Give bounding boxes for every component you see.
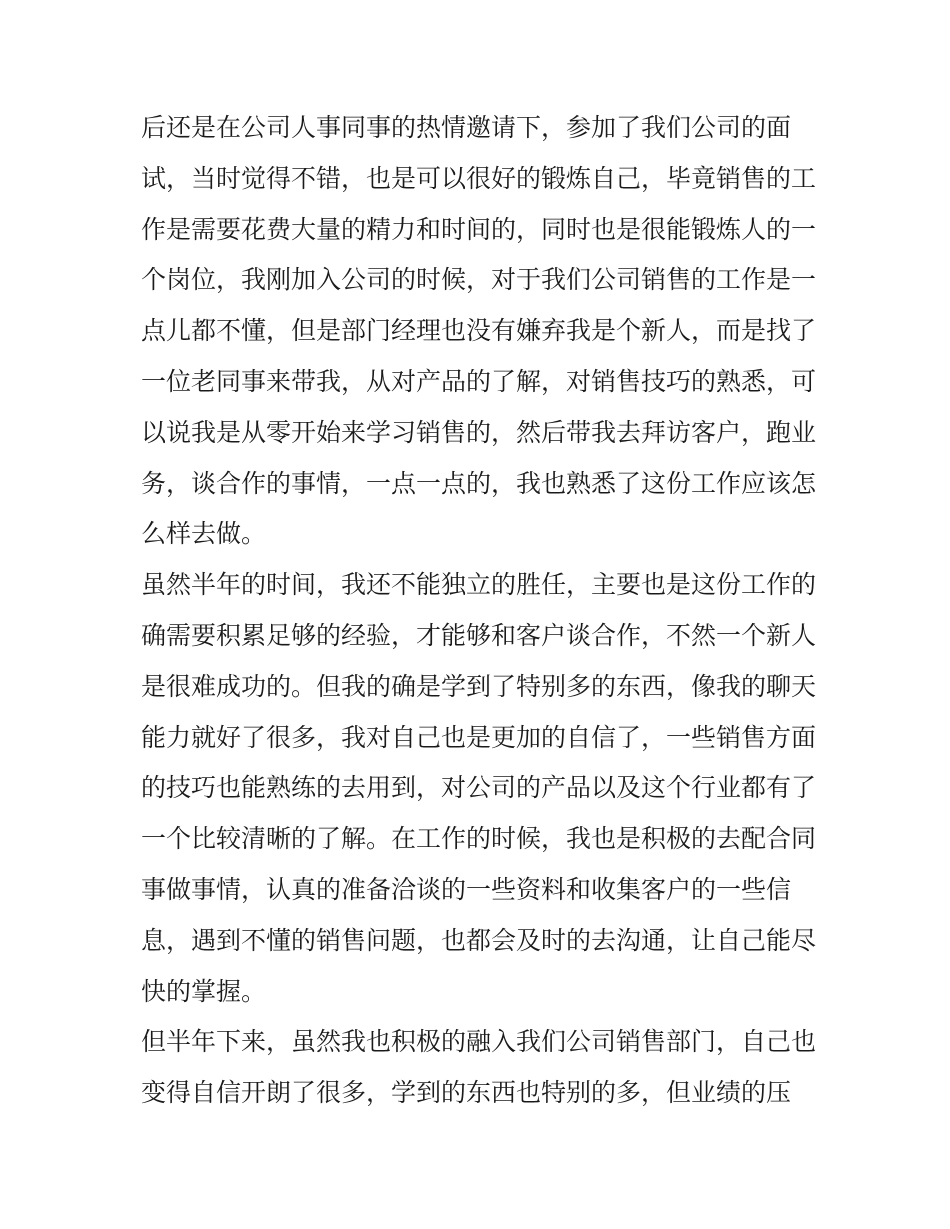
text-line: 作是需要花费大量的精力和时间的，同时也是很能锻炼人的一 [141, 214, 817, 244]
text-line: 试，当时觉得不错，也是可以很好的锻炼自己，毕竟销售的工 [141, 163, 817, 193]
text-line: 以说我是从零开始来学习销售的，然后带我去拜访客户，跑业 [141, 417, 817, 447]
text-line: 确需要积累足够的经验，才能够和客户谈合作，不然一个新人 [141, 620, 817, 650]
text-line: 的技巧也能熟练的去用到，对公司的产品以及这个行业都有了 [141, 773, 817, 803]
text-line: 虽然半年的时间，我还不能独立的胜任，主要也是这份工作的 [141, 570, 817, 600]
text-line: 快的掌握。 [141, 976, 267, 1006]
body-text [141, 103, 821, 1119]
text-line: 息，遇到不懂的销售问题，也都会及时的去沟通，让自己能尽 [141, 925, 817, 955]
text-line: 一个比较清晰的了解。在工作的时候，我也是积极的去配合同 [141, 824, 817, 854]
text-line: 后还是在公司人事同事的热情邀请下，参加了我们公司的面 [141, 113, 792, 142]
text-line: 能力就好了很多，我对自己也是更加的自信了，一些销售方面 [141, 722, 817, 752]
text-line: 么样去做。 [141, 519, 267, 549]
text-line: 但半年下来，虽然我也积极的融入我们公司销售部门，自己也 [141, 1027, 817, 1057]
text-line: 个岗位，我刚加入公司的时候，对于我们公司销售的工作是一 [141, 265, 817, 295]
text-line: 一位老同事来带我，从对产品的了解，对销售技巧的熟悉，可 [141, 366, 817, 396]
text-line: 是很难成功的。但我的确是学到了特别多的东西，像我的聊天 [141, 671, 817, 701]
text-line: 务，谈合作的事情，一点一点的，我也熟悉了这份工作应该怎 [141, 468, 817, 498]
text-line: 变得自信开朗了很多，学到的东西也特别的多，但业绩的压 [141, 1078, 792, 1108]
text-line: 点儿都不懂，但是部门经理也没有嫌弃我是个新人，而是找了 [141, 316, 817, 346]
text-line: 事做事情，认真的准备洽谈的一些资料和收集客户的一些信 [141, 874, 792, 904]
